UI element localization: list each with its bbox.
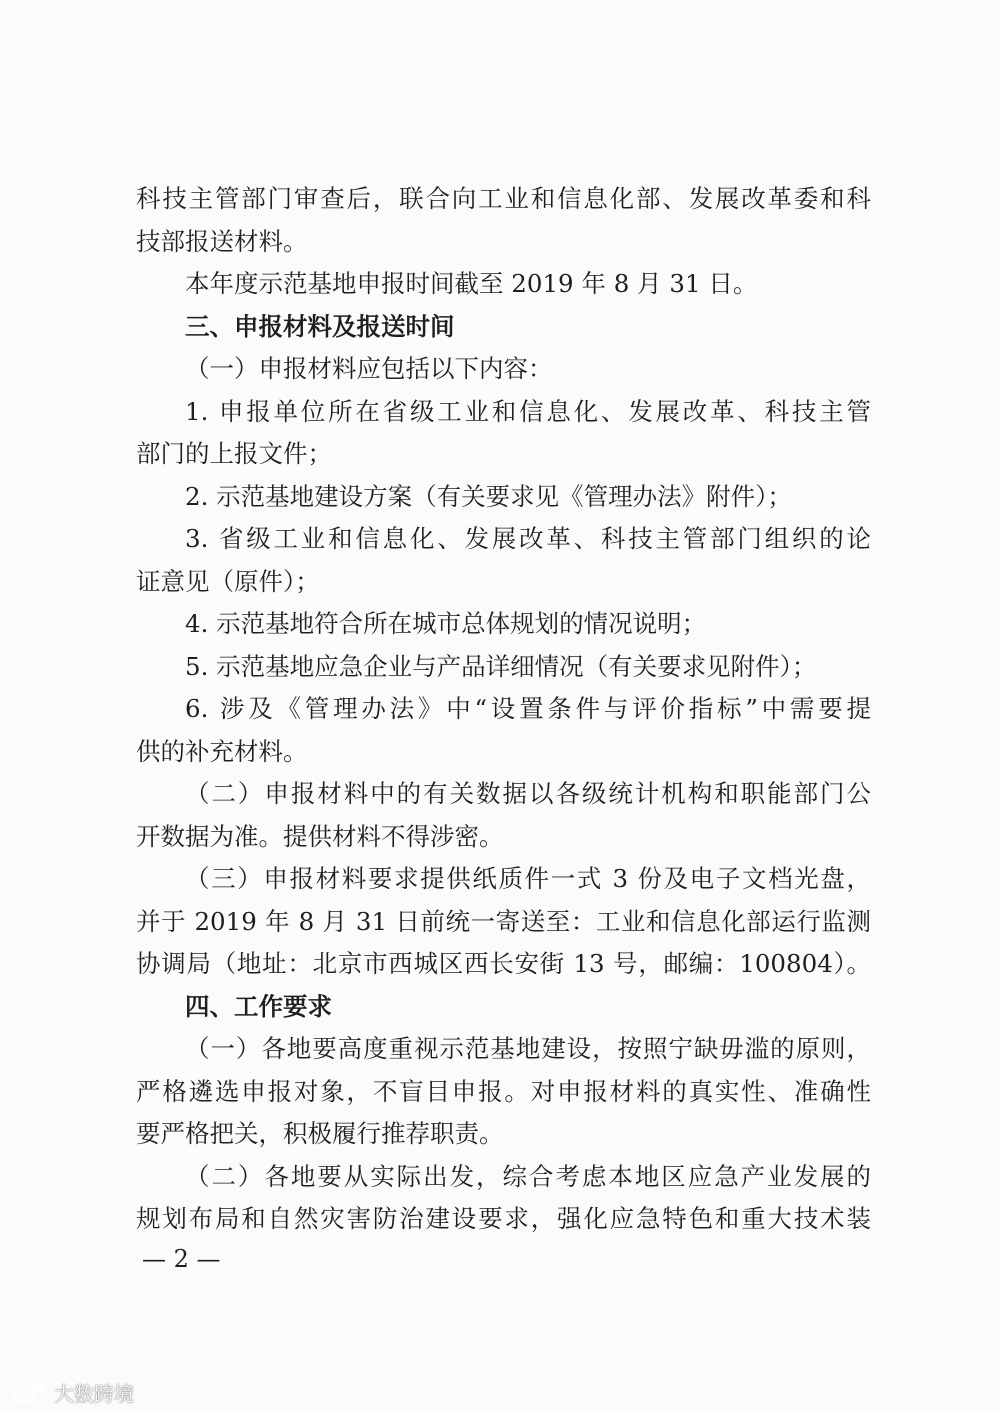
watermark	[10, 1378, 134, 1406]
text-line: 4. 示范基地符合所在城市总体规划的情况说明；	[185, 609, 707, 638]
document-body	[136, 178, 871, 1241]
text-line: 2. 示范基地建设方案（有关要求见《管理办法》附件）；	[185, 481, 792, 511]
text-line: （二）各地要从实际出发，综合考虑本地区应急产业发展的	[185, 1161, 871, 1191]
watermark-text: 大数跨境	[54, 1381, 134, 1406]
text-line: 6. 涉及《管理办法》中“设置条件与评价指标”中需要提	[185, 694, 871, 723]
text-line: （三）申报材料要求提供纸质件一式 3 份及电子文档光盘，	[185, 864, 871, 893]
text-line: 部门的上报文件；	[136, 439, 332, 468]
text-line: 开数据为准。提供材料不得涉密。	[136, 821, 504, 851]
text-line: 1. 申报单位所在省级工业和信息化、发展改革、科技主管	[185, 396, 871, 426]
text-line: 并于 2019 年 8 月 31 日前统一寄送至：工业和信息化部运行监测	[136, 906, 871, 936]
text-line: 技部报送材料。	[136, 226, 308, 256]
text-line: （一）各地要高度重视示范基地建设，按照宁缺毋滥的原则，	[185, 1034, 871, 1063]
text-line: （一）申报材料应包括以下内容：	[185, 354, 553, 383]
section-heading: 三、申报材料及报送时间	[185, 311, 455, 341]
text-line: （二）申报材料中的有关数据以各级统计机构和职能部门公	[185, 779, 871, 808]
text-line: 规划布局和自然灾害防治建设要求，强化应急特色和重大技术装	[136, 1204, 871, 1233]
text-line: 科技主管部门审查后，联合向工业和信息化部、发展改革委和科	[136, 184, 871, 213]
weibo-logo-icon	[10, 1380, 50, 1404]
text-line: 协调局（地址：北京市西城区西长安街 13 号，邮编：100804）。	[136, 949, 871, 978]
text-line: 要严格把关，积极履行推荐职责。	[136, 1119, 504, 1148]
page-number: — 2 —	[142, 1245, 221, 1273]
text-line: 5. 示范基地应急企业与产品详细情况（有关要求见附件）；	[185, 651, 817, 681]
text-line: 供的补充材料。	[136, 736, 308, 766]
text-line: 证意见（原件）；	[136, 566, 320, 596]
text-line: 本年度示范基地申报时间截至 2019 年 8 月 31 日。	[185, 269, 758, 298]
section-heading: 四、工作要求	[185, 991, 332, 1021]
text-line: 严格遴选申报对象，不盲目申报。对申报材料的真实性、准确性	[136, 1076, 871, 1106]
text-line: 3. 省级工业和信息化、发展改革、科技主管部门组织的论	[185, 524, 871, 553]
